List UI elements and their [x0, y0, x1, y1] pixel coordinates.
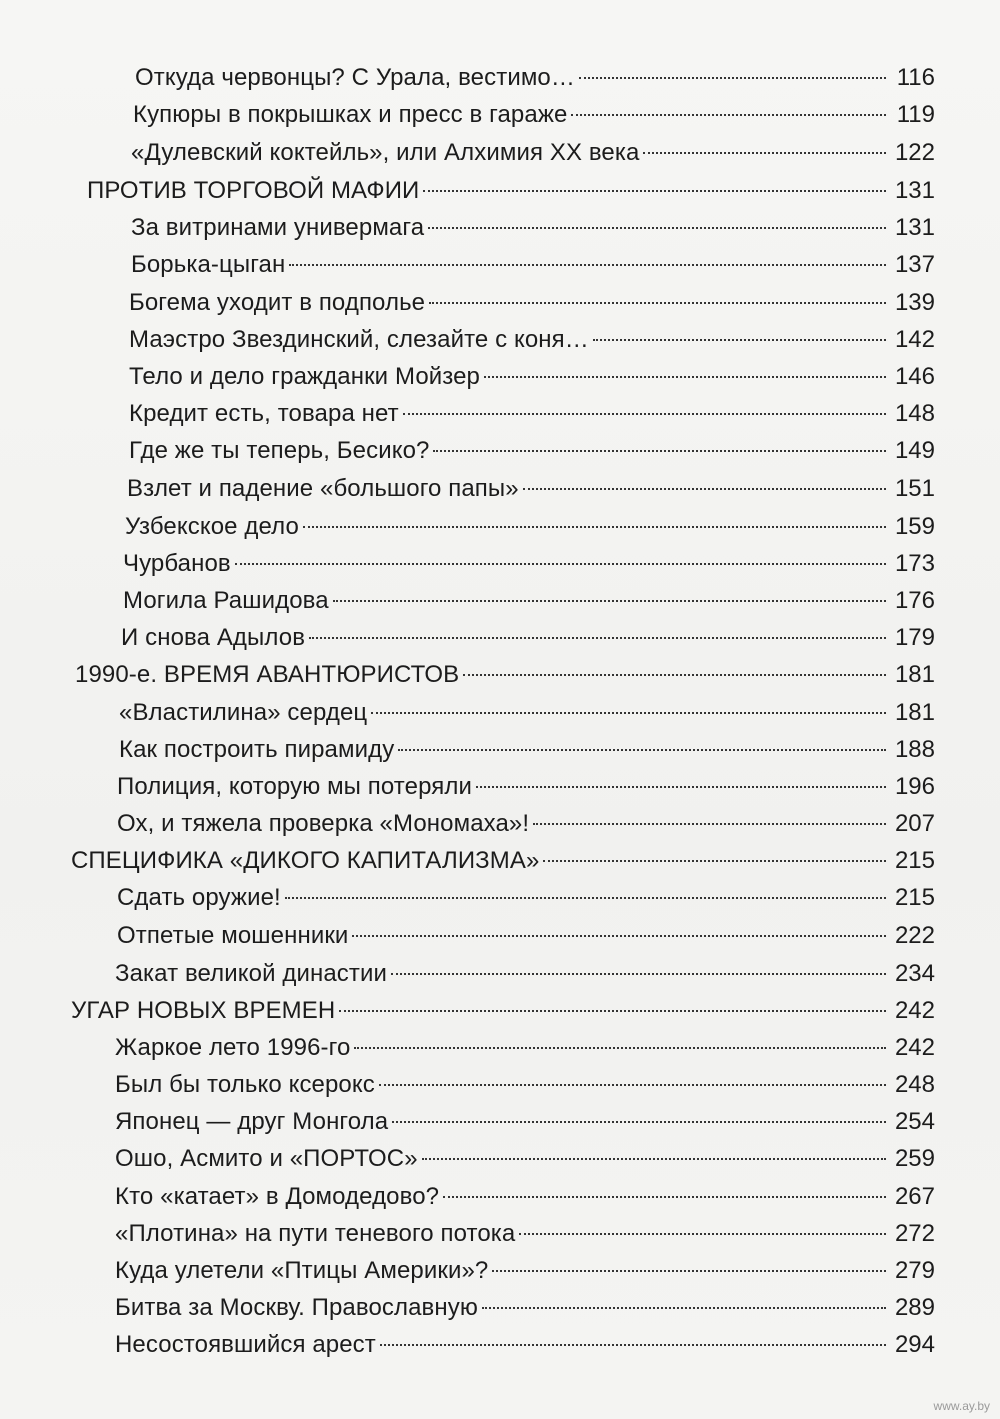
dot-leader [391, 973, 886, 975]
toc-entry [123, 544, 935, 584]
dot-leader [371, 712, 886, 714]
dot-leader [354, 1047, 886, 1049]
dot-leader [398, 749, 886, 751]
dot-leader [339, 1010, 886, 1012]
toc-entry [115, 1102, 935, 1142]
toc-section [75, 655, 935, 695]
toc-entry-title: Ох, и тяжела проверка «Мономаха»! [117, 810, 530, 837]
toc-entry-page: 242 [894, 1034, 935, 1061]
dot-leader [433, 450, 886, 452]
toc-entry-title: Маэстро Звездинский, слезайте с коня… [129, 326, 589, 353]
toc-entry [123, 581, 935, 621]
toc-entry-page: 259 [894, 1145, 935, 1172]
toc-entry-title: Полиция, которую мы потеряли [117, 773, 472, 800]
dot-leader [533, 823, 886, 825]
toc-entry-page: 151 [894, 475, 935, 502]
toc-entry [115, 1325, 935, 1365]
toc-section-page: 131 [894, 177, 935, 204]
toc-section [71, 841, 935, 881]
toc-entry-page: 137 [894, 251, 935, 278]
dot-leader [403, 413, 886, 415]
toc-section-page: 215 [894, 847, 935, 874]
toc-entry [129, 320, 935, 360]
toc-entry-page: 119 [896, 101, 935, 128]
dot-leader [303, 526, 886, 528]
toc-entry [135, 58, 935, 98]
dot-leader [463, 674, 886, 676]
toc-entry-page: 148 [894, 400, 935, 427]
toc-entry-title: За витринами универмага [131, 214, 425, 241]
dot-leader [333, 600, 886, 602]
toc-entry [119, 730, 935, 770]
dot-leader [352, 935, 886, 937]
dot-leader [482, 1307, 886, 1309]
watermark: www.ay.by [933, 1399, 990, 1413]
toc-entry-title: Откуда червонцы? С Урала, вестимо… [135, 64, 575, 91]
dot-leader [309, 637, 886, 639]
dot-leader [379, 1084, 886, 1086]
toc-entry-page: 142 [894, 326, 935, 353]
dot-leader [235, 563, 886, 565]
dot-leader [423, 190, 886, 192]
toc-entry-page: 122 [894, 139, 935, 166]
toc-entry [115, 1139, 935, 1179]
dot-leader [428, 227, 886, 229]
toc-entry [131, 208, 935, 248]
toc-entry-title: Где же ты теперь, Бесико? [129, 437, 430, 464]
toc-entry-page: 234 [894, 960, 935, 987]
toc-entry [129, 431, 935, 471]
toc-entry [121, 618, 935, 658]
dot-leader [429, 302, 886, 304]
toc-entry-title: Закат великой династии [115, 960, 388, 987]
dot-leader [579, 77, 886, 79]
toc-entry-page: 116 [896, 64, 935, 91]
toc-entry-title: Борька-цыган [131, 251, 286, 278]
dot-leader [593, 339, 886, 341]
toc-entry-title: Куда улетели «Птицы Америки»? [115, 1257, 489, 1284]
toc-entry [115, 1028, 935, 1068]
toc-entry-title: «Плотина» на пути теневого потока [115, 1220, 516, 1247]
toc-entry-page: 188 [894, 736, 935, 763]
toc-entry-title: Купюры в покрышках и пресс в гараже [133, 101, 568, 128]
toc-entry [115, 1251, 935, 1291]
toc-entry [115, 1214, 935, 1254]
toc-entry-title: Жаркое лето 1996-го [115, 1034, 351, 1061]
toc-entry-page: 248 [894, 1071, 935, 1098]
toc-entry-title: Как построить пирамиду [119, 736, 395, 763]
toc-entry-title: Отпетые мошенники [117, 922, 349, 949]
toc-entry-page: 173 [894, 550, 935, 577]
toc-entry [131, 133, 935, 173]
toc-entry-page: 272 [894, 1220, 935, 1247]
toc-entry-title: Узбекское дело [125, 513, 299, 540]
toc-section [87, 171, 935, 211]
toc-entry-page: 222 [894, 922, 935, 949]
dot-leader [484, 376, 886, 378]
toc-entry-page: 294 [894, 1331, 935, 1358]
toc-entry [115, 1288, 935, 1328]
dot-leader [380, 1344, 886, 1346]
toc-entry-title: Несостоявшийся арест [115, 1331, 376, 1358]
toc-entry-title: Японец — друг Монгола [115, 1108, 389, 1135]
toc-entry-page: 149 [894, 437, 935, 464]
dot-leader [643, 152, 886, 154]
dot-leader [392, 1121, 886, 1123]
toc-entry-page: 176 [894, 587, 935, 614]
dot-leader [285, 897, 886, 899]
toc-entry-page: 207 [894, 810, 935, 837]
toc-entry-page: 179 [894, 624, 935, 651]
toc-entry [129, 283, 935, 323]
toc-section-title: УГАР НОВЫХ ВРЕМЕН [71, 997, 336, 1024]
toc-entry [129, 394, 935, 434]
toc-entry [117, 916, 935, 956]
toc-entry [131, 245, 935, 285]
toc-entry-title: Могила Рашидова [123, 587, 329, 614]
dot-leader [571, 114, 886, 116]
toc-entry-title: Чурбанов [123, 550, 231, 577]
toc-entry-page: 131 [894, 214, 935, 241]
toc-entry-title: Битва за Москву. Православную [115, 1294, 478, 1321]
toc-entry [127, 469, 935, 509]
toc-entry-page: 289 [894, 1294, 935, 1321]
dot-leader [443, 1196, 886, 1198]
dot-leader [289, 264, 886, 266]
toc-entry-title: Богема уходит в подполье [129, 289, 426, 316]
toc-section [71, 991, 935, 1031]
toc-entry-page: 196 [894, 773, 935, 800]
toc-entry [117, 878, 935, 918]
toc-entry [119, 693, 935, 733]
toc-entry-title: Кто «катает» в Домодедово? [115, 1183, 440, 1210]
toc-section-title: СПЕЦИФИКА «ДИКОГО КАПИТАЛИЗМА» [71, 847, 540, 874]
toc-entry-page: 267 [894, 1183, 935, 1210]
toc-entry-page: 254 [894, 1108, 935, 1135]
dot-leader [523, 488, 886, 490]
toc-section-title: ПРОТИВ ТОРГОВОЙ МАФИИ [87, 177, 420, 204]
toc-entry-title: Был бы только ксерокс [115, 1071, 375, 1098]
toc-entry-page: 181 [894, 699, 935, 726]
toc-entry-page: 159 [894, 513, 935, 540]
toc-section-title: 1990-е. ВРЕМЯ АВАНТЮРИСТОВ [75, 661, 460, 688]
toc-entry [117, 767, 935, 807]
toc-entry-title: И снова Адылов [121, 624, 306, 651]
toc-entry-title: Тело и дело гражданки Мойзер [129, 363, 480, 390]
toc-entry-page: 215 [894, 884, 935, 911]
toc-entry-title: Сдать оружие! [117, 884, 281, 911]
toc-entry [133, 95, 935, 135]
toc-entry-title: «Дулевский коктейль», или Алхимия XX века [131, 139, 640, 166]
dot-leader [476, 786, 886, 788]
toc-section-page: 242 [894, 997, 935, 1024]
toc-entry-title: Кредит есть, товара нет [129, 400, 399, 427]
toc-entry [129, 357, 935, 397]
toc-entry-page: 139 [894, 289, 935, 316]
toc-entry-title: Ошо, Асмито и «ПОРТОС» [115, 1145, 418, 1172]
toc-section-page: 181 [894, 661, 935, 688]
dot-leader [492, 1270, 886, 1272]
toc-entry [115, 1177, 935, 1217]
toc-entry [117, 804, 935, 844]
dot-leader [519, 1233, 886, 1235]
toc-entry-title: «Властилина» сердец [119, 699, 368, 726]
dot-leader [543, 860, 886, 862]
toc-entry [125, 507, 935, 547]
toc-entry [115, 1065, 935, 1105]
toc-entry-page: 279 [894, 1257, 935, 1284]
toc-entry-title: Взлет и падение «большого папы» [127, 475, 519, 502]
toc-entry-page: 146 [894, 363, 935, 390]
toc-entry [115, 954, 935, 994]
dot-leader [422, 1158, 886, 1160]
